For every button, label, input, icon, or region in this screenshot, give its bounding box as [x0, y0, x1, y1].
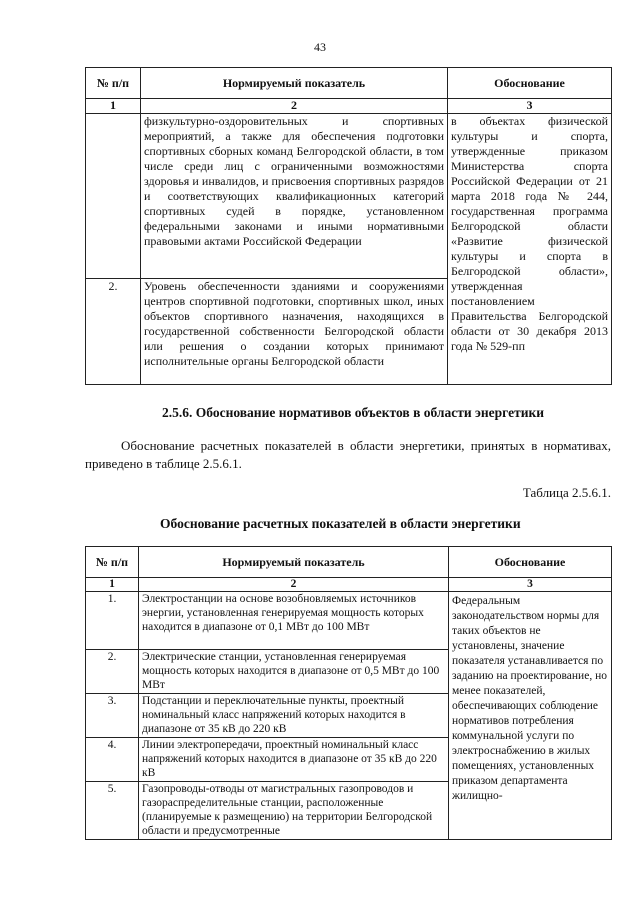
col-number: 2 — [141, 99, 448, 114]
col-number: 3 — [448, 99, 612, 114]
row-num: 3. — [86, 694, 139, 738]
row-basis: в объектах физической культуры и спорта, утвержденные приказом Министерства спорта Российской Федерации от 21 марта 2018 года № 244, государственная программа Белгородской области «Развитие физической культуры и спорта в Белгородской области», утвержденная постановлением Правительства Белгородской области от 30 декабря 2013 года № 529-пп — [448, 114, 612, 385]
table-header-row — [86, 547, 612, 578]
col-number: 1 — [86, 99, 141, 114]
header-indicator: Нормируемый показатель — [141, 68, 448, 99]
row-num: 2. — [86, 279, 141, 385]
header-num: № п/п — [86, 68, 141, 99]
row-indicator: Уровень обеспеченности зданиями и сооружениями центров спортивной подготовки, спортивных школ, иных объектов спортивного назначения, находящихся в государственной собственности Белгородской области или решения о создании которых принимают исполнительные органы Белгородской области — [141, 279, 448, 385]
table-row — [86, 114, 612, 279]
column-number-row — [86, 578, 612, 592]
table-sports-indicators — [85, 67, 612, 385]
col-number: 1 — [86, 578, 139, 592]
table-title: Обоснование расчетных показателей в области энергетики — [160, 516, 521, 531]
row-num — [86, 114, 141, 279]
row-indicator: Электрические станции, установленная генерируемая мощность которых находится в диапазоне от 0,5 МВт до 100 МВт — [139, 650, 449, 694]
header-basis: Обоснование — [448, 68, 612, 99]
row-num: 4. — [86, 738, 139, 782]
row-indicator: физкультурно-оздоровительных и спортивных мероприятий, а также для обеспечения подготовки спортивных сборных команд Белгородской области, в том числе среди лиц с ограниченными возможностями здоровья и инвалидов, и присвоения спортивных разрядов и соответствующих квалификационных категорий спортивных судей в порядке, установленном федеральными законами и иными нормативными правовыми актами Российской Федерации — [141, 114, 448, 279]
table-energy-indicators — [85, 546, 612, 840]
row-indicator: Газопроводы-отводы от магистральных газопроводов и газораспределительные станции, расположенные (планируемые к размещению) на территории Белгородской области и предусмотренные — [139, 782, 449, 840]
header-basis: Обоснование — [449, 547, 612, 578]
row-indicator: Электростанции на основе возобновляемых источников энергии, установленная генерируемая мощность которых находится в диапазоне от 0,1 МВт до 100 МВт — [139, 592, 449, 650]
table-label: Таблица 2.5.6.1. — [522, 485, 611, 500]
row-num: 2. — [86, 650, 139, 694]
body-paragraph: Обоснование расчетных показателей в области энергетики, принятых в нормативах, приведено в таблице 2.5.6.1. — [85, 438, 611, 471]
section-heading: 2.5.6. Обоснование нормативов объектов в области энергетики — [162, 405, 545, 420]
col-number: 3 — [449, 578, 612, 592]
table-header-row — [86, 68, 612, 99]
row-num: 1. — [86, 592, 139, 650]
column-number-row — [86, 99, 612, 114]
page-number: 43 — [314, 40, 326, 54]
row-indicator: Линии электропередачи, проектный номинальный класс напряжений которых находится в диапазоне от 35 кВ до 220 кВ — [139, 738, 449, 782]
header-num: № п/п — [86, 547, 139, 578]
col-number: 2 — [139, 578, 449, 592]
row-basis: Федеральным законодательством нормы для таких объектов не установлены, значение показателя устанавливается по заданию на проектирование, но менее показателей, обеспечивающих соблюдение нормативов потребления коммунальной услуги по электроснабжению в жилых помещениях, установленных приказом департамента жилищно- — [449, 592, 612, 840]
header-indicator: Нормируемый показатель — [139, 547, 449, 578]
table-row — [86, 592, 612, 650]
row-indicator: Подстанции и переключательные пункты, проектный номинальный класс напряжений которых находится в диапазоне от 35 кВ до 220 кВ — [139, 694, 449, 738]
row-num: 5. — [86, 782, 139, 840]
